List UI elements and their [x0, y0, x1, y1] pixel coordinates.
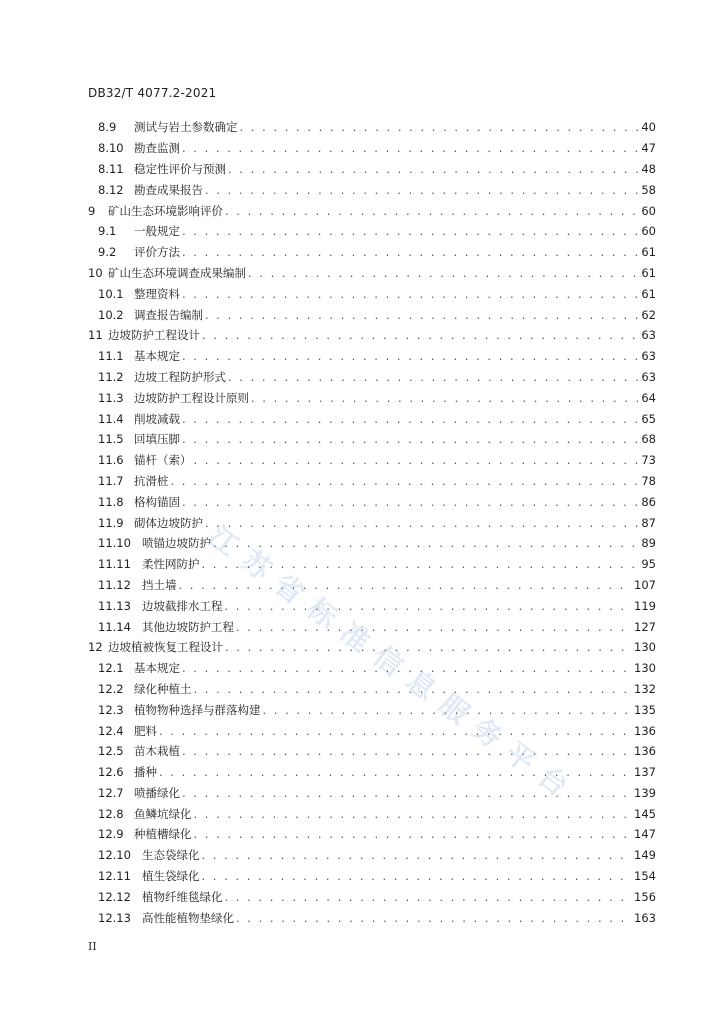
toc-entry-number: 11 [88, 328, 103, 343]
toc-entry-number: 11.6 [98, 453, 124, 468]
toc-entry[interactable] [88, 679, 656, 700]
toc-entry-title: 喷锚边坡防护 [142, 536, 211, 551]
toc-entry-page: 154 [634, 869, 656, 884]
toc-entry-page: 132 [634, 681, 656, 696]
toc-entry-title: 肥料 [134, 723, 157, 738]
toc-entry[interactable] [88, 741, 656, 762]
toc-leader-dots [236, 620, 632, 634]
toc-entry-page: 63 [641, 328, 656, 343]
toc-entry-title: 边坡植被恢复工程设计 [108, 640, 223, 655]
toc-leader-dots [205, 183, 639, 197]
toc-entry-page: 136 [634, 744, 656, 759]
toc-entry-title: 锚杆（索） [134, 453, 192, 468]
toc-entry[interactable] [88, 886, 656, 907]
toc-entry[interactable] [88, 200, 656, 221]
toc-leader-dots [228, 370, 639, 384]
toc-entry[interactable] [88, 283, 656, 304]
toc-entry-number: 11.4 [98, 411, 124, 426]
toc-entry-title: 植物纤维毯绿化 [142, 889, 223, 904]
toc-entry-number: 8.12 [98, 182, 124, 197]
toc-leader-dots [182, 141, 639, 155]
toc-entry[interactable] [88, 179, 656, 200]
toc-entry-number: 12 [88, 640, 103, 655]
toc-entry-title: 其他边坡防护工程 [142, 619, 234, 634]
toc-entry-number: 11.14 [98, 619, 131, 634]
watermark-char: 江 [201, 519, 245, 563]
toc-entry-number: 12.13 [98, 910, 131, 925]
toc-entry[interactable] [88, 575, 656, 596]
toc-entry-number: 12.8 [98, 806, 124, 821]
toc-leader-dots [182, 495, 639, 509]
watermark-char: 平 [498, 735, 542, 779]
toc-leader-dots [182, 224, 639, 238]
toc-entry-title: 边坡截排水工程 [142, 598, 223, 613]
toc-entry-page: 149 [634, 848, 656, 863]
toc-entry-page: 65 [641, 411, 656, 426]
toc-entry[interactable] [88, 658, 656, 679]
toc-entry[interactable] [88, 429, 656, 450]
toc-entry-page: 60 [641, 224, 656, 239]
toc-entry-title: 格构锚固 [134, 494, 180, 509]
watermark-char: 息 [399, 663, 443, 707]
toc-entry-title: 矿山生态环境影响评价 [108, 203, 223, 218]
toc-entry-number: 12.12 [98, 889, 131, 904]
toc-entry-page: 73 [641, 453, 656, 468]
document-id-header: DB32/T 4077.2-2021 [88, 86, 217, 100]
toc-entry-title: 矿山生态环境调查成果编制 [108, 265, 246, 280]
toc-entry[interactable] [88, 325, 656, 346]
toc-entry-number: 9.1 [98, 224, 117, 239]
toc-entry-title: 挡土墙 [142, 577, 177, 592]
toc-leader-dots [202, 328, 639, 342]
toc-entry-title: 边坡防护工程设计 [108, 328, 200, 343]
toc-leader-dots [205, 308, 639, 322]
toc-leader-dots [194, 682, 633, 696]
toc-leader-dots [225, 890, 633, 904]
toc-entry[interactable] [88, 783, 656, 804]
toc-entry[interactable] [88, 138, 656, 159]
toc-entry-page: 156 [634, 889, 656, 904]
toc-entry[interactable] [88, 263, 656, 284]
toc-entry-page: 137 [634, 765, 656, 780]
toc-leader-dots [236, 911, 632, 925]
toc-entry-title: 植生袋绿化 [142, 869, 200, 884]
toc-entry-number: 11.1 [98, 349, 124, 364]
toc-entry-page: 48 [641, 161, 656, 176]
toc-leader-dots [202, 557, 640, 571]
toc-leader-dots [194, 807, 633, 821]
toc-entry[interactable] [88, 242, 656, 263]
toc-entry-page: 63 [641, 369, 656, 384]
toc-entry[interactable] [88, 304, 656, 325]
toc-entry-title: 高性能植物垫绿化 [142, 910, 234, 925]
toc-entry[interactable] [88, 533, 656, 554]
watermark-char: 台 [531, 759, 575, 803]
toc-entry[interactable] [88, 762, 656, 783]
toc-entry-title: 生态袋绿化 [142, 848, 200, 863]
toc-entry-page: 135 [634, 702, 656, 717]
toc-entry-page: 86 [641, 494, 656, 509]
toc-entry[interactable] [88, 346, 656, 367]
toc-entry-title: 鱼鳞坑绿化 [134, 806, 192, 821]
toc-entry-page: 130 [634, 640, 656, 655]
toc-leader-dots [159, 724, 632, 738]
toc-entry-page: 47 [641, 141, 656, 156]
toc-entry-page: 147 [634, 827, 656, 842]
toc-entry[interactable] [88, 117, 656, 138]
toc-entry-number: 11.12 [98, 577, 131, 592]
toc-entry-page: 61 [641, 286, 656, 301]
toc-entry[interactable] [88, 720, 656, 741]
toc-entry-number: 12.2 [98, 681, 124, 696]
toc-entry-page: 40 [641, 120, 656, 135]
toc-leader-dots [182, 349, 639, 363]
watermark-char: 务 [465, 711, 509, 755]
toc-entry-title: 调查报告编制 [134, 307, 203, 322]
toc-entry-title: 苗木栽植 [134, 744, 180, 759]
watermark-char: 苏 [234, 543, 278, 587]
toc-entry-page: 127 [634, 619, 656, 634]
toc-entry-page: 60 [641, 203, 656, 218]
toc-entry[interactable] [88, 491, 656, 512]
toc-entry-title: 边坡工程防护形式 [134, 369, 226, 384]
toc-entry-page: 89 [641, 536, 656, 551]
toc-entry-title: 种植槽绿化 [134, 827, 192, 842]
toc-entry-page: 130 [634, 661, 656, 676]
toc-entry-title: 抗滑桩 [134, 473, 169, 488]
toc-leader-dots [202, 848, 633, 862]
toc-leader-dots [225, 640, 632, 654]
toc-leader-dots [182, 661, 632, 675]
watermark-char: 准 [333, 615, 377, 659]
toc-entry-number: 8.9 [98, 120, 117, 135]
toc-entry[interactable] [88, 803, 656, 824]
toc-entry-page: 61 [641, 265, 656, 280]
toc-leader-dots [251, 391, 639, 405]
table-of-contents [88, 117, 656, 928]
toc-entry-title: 削坡减载 [134, 411, 180, 426]
toc-entry-page: 139 [634, 785, 656, 800]
toc-leader-dots [182, 744, 632, 758]
toc-leader-dots [263, 703, 633, 717]
toc-leader-dots [182, 786, 632, 800]
toc-entry-number: 9 [88, 203, 96, 218]
page-number-footer: II [88, 940, 97, 953]
toc-leader-dots [182, 287, 639, 301]
toc-leader-dots [182, 432, 639, 446]
toc-entry-title: 播种 [134, 765, 157, 780]
watermark-char: 信 [366, 639, 410, 683]
toc-entry-page: 63 [641, 349, 656, 364]
toc-entry-page: 78 [641, 473, 656, 488]
toc-entry-title: 植物物种选择与群落构建 [134, 702, 261, 717]
toc-leader-dots [171, 474, 640, 488]
toc-entry-number: 11.10 [98, 536, 131, 551]
toc-leader-dots [182, 412, 639, 426]
toc-entry-number: 10.1 [98, 286, 124, 301]
toc-entry-title: 勘查监测 [134, 141, 180, 156]
toc-leader-dots [179, 578, 633, 592]
toc-entry-number: 11.11 [98, 557, 131, 572]
toc-entry[interactable] [88, 512, 656, 533]
toc-entry-title: 边坡防护工程设计原则 [134, 390, 249, 405]
toc-entry-title: 喷播绿化 [134, 785, 180, 800]
toc-entry-number: 8.10 [98, 141, 124, 156]
toc-entry-number: 12.4 [98, 723, 124, 738]
toc-entry-number: 11.9 [98, 515, 124, 530]
toc-leader-dots [225, 599, 633, 613]
toc-entry[interactable] [88, 824, 656, 845]
toc-entry[interactable] [88, 450, 656, 471]
toc-leader-dots [194, 827, 633, 841]
toc-leader-dots [182, 245, 639, 259]
toc-entry-title: 整理资料 [134, 286, 180, 301]
toc-entry-page: 87 [641, 515, 656, 530]
toc-entry-number: 11.13 [98, 598, 131, 613]
toc-leader-dots [248, 266, 639, 280]
toc-entry[interactable] [88, 845, 656, 866]
toc-entry-number: 12.7 [98, 785, 124, 800]
toc-entry-title: 回填压脚 [134, 432, 180, 447]
toc-entry-number: 12.11 [98, 869, 131, 884]
toc-leader-dots [240, 120, 640, 134]
toc-entry-number: 12.5 [98, 744, 124, 759]
toc-entry-page: 145 [634, 806, 656, 821]
toc-entry-number: 11.5 [98, 432, 124, 447]
toc-entry[interactable] [88, 637, 656, 658]
toc-entry-title: 绿化种植土 [134, 681, 192, 696]
toc-entry[interactable] [88, 387, 656, 408]
toc-entry-page: 163 [634, 910, 656, 925]
toc-leader-dots [194, 453, 640, 467]
toc-entry-page: 62 [641, 307, 656, 322]
toc-leader-dots [202, 869, 633, 883]
toc-entry-number: 10 [88, 265, 103, 280]
toc-leader-dots [225, 204, 639, 218]
toc-entry-number: 12.1 [98, 661, 124, 676]
toc-entry-number: 12.6 [98, 765, 124, 780]
toc-leader-dots [205, 516, 639, 530]
toc-entry[interactable] [88, 866, 656, 887]
toc-entry[interactable] [88, 159, 656, 180]
toc-entry-page: 136 [634, 723, 656, 738]
toc-entry-page: 95 [641, 557, 656, 572]
toc-entry[interactable] [88, 367, 656, 388]
toc-leader-dots [228, 162, 639, 176]
toc-entry-title: 基本规定 [134, 661, 180, 676]
toc-entry[interactable] [88, 471, 656, 492]
toc-entry[interactable] [88, 616, 656, 637]
watermark-char: 服 [432, 687, 476, 731]
toc-entry-number: 11.2 [98, 369, 124, 384]
toc-entry-title: 稳定性评价与预测 [134, 161, 226, 176]
toc-entry-title: 勘查成果报告 [134, 182, 203, 197]
toc-entry-number: 8.11 [98, 161, 124, 176]
toc-entry-title: 砌体边坡防护 [134, 515, 203, 530]
toc-entry-page: 119 [634, 598, 656, 613]
toc-entry-page: 61 [641, 245, 656, 260]
toc-entry-page: 107 [634, 577, 656, 592]
toc-entry-title: 柔性网防护 [142, 557, 200, 572]
toc-entry-page: 58 [641, 182, 656, 197]
toc-entry[interactable] [88, 221, 656, 242]
toc-entry-title: 测试与岩土参数确定 [134, 120, 238, 135]
toc-entry-number: 9.2 [98, 245, 117, 260]
toc-entry-title: 一般规定 [134, 224, 180, 239]
toc-entry-page: 64 [641, 390, 656, 405]
toc-entry-title: 评价方法 [134, 245, 180, 260]
toc-entry-number: 10.2 [98, 307, 124, 322]
watermark-char: 省 [267, 567, 311, 611]
toc-entry[interactable] [88, 907, 656, 928]
toc-entry-number: 12.3 [98, 702, 124, 717]
toc-leader-dots [213, 536, 639, 550]
toc-entry[interactable] [88, 595, 656, 616]
toc-entry-number: 11.7 [98, 473, 124, 488]
toc-entry-number: 11.8 [98, 494, 124, 509]
toc-entry[interactable] [88, 699, 656, 720]
watermark-char: 标 [300, 591, 344, 635]
toc-entry-number: 11.3 [98, 390, 124, 405]
toc-entry-number: 12.10 [98, 848, 131, 863]
toc-leader-dots [159, 765, 632, 779]
toc-entry[interactable] [88, 554, 656, 575]
toc-entry-page: 68 [641, 432, 656, 447]
toc-entry[interactable] [88, 408, 656, 429]
toc-entry-number: 12.9 [98, 827, 124, 842]
toc-entry-title: 基本规定 [134, 349, 180, 364]
